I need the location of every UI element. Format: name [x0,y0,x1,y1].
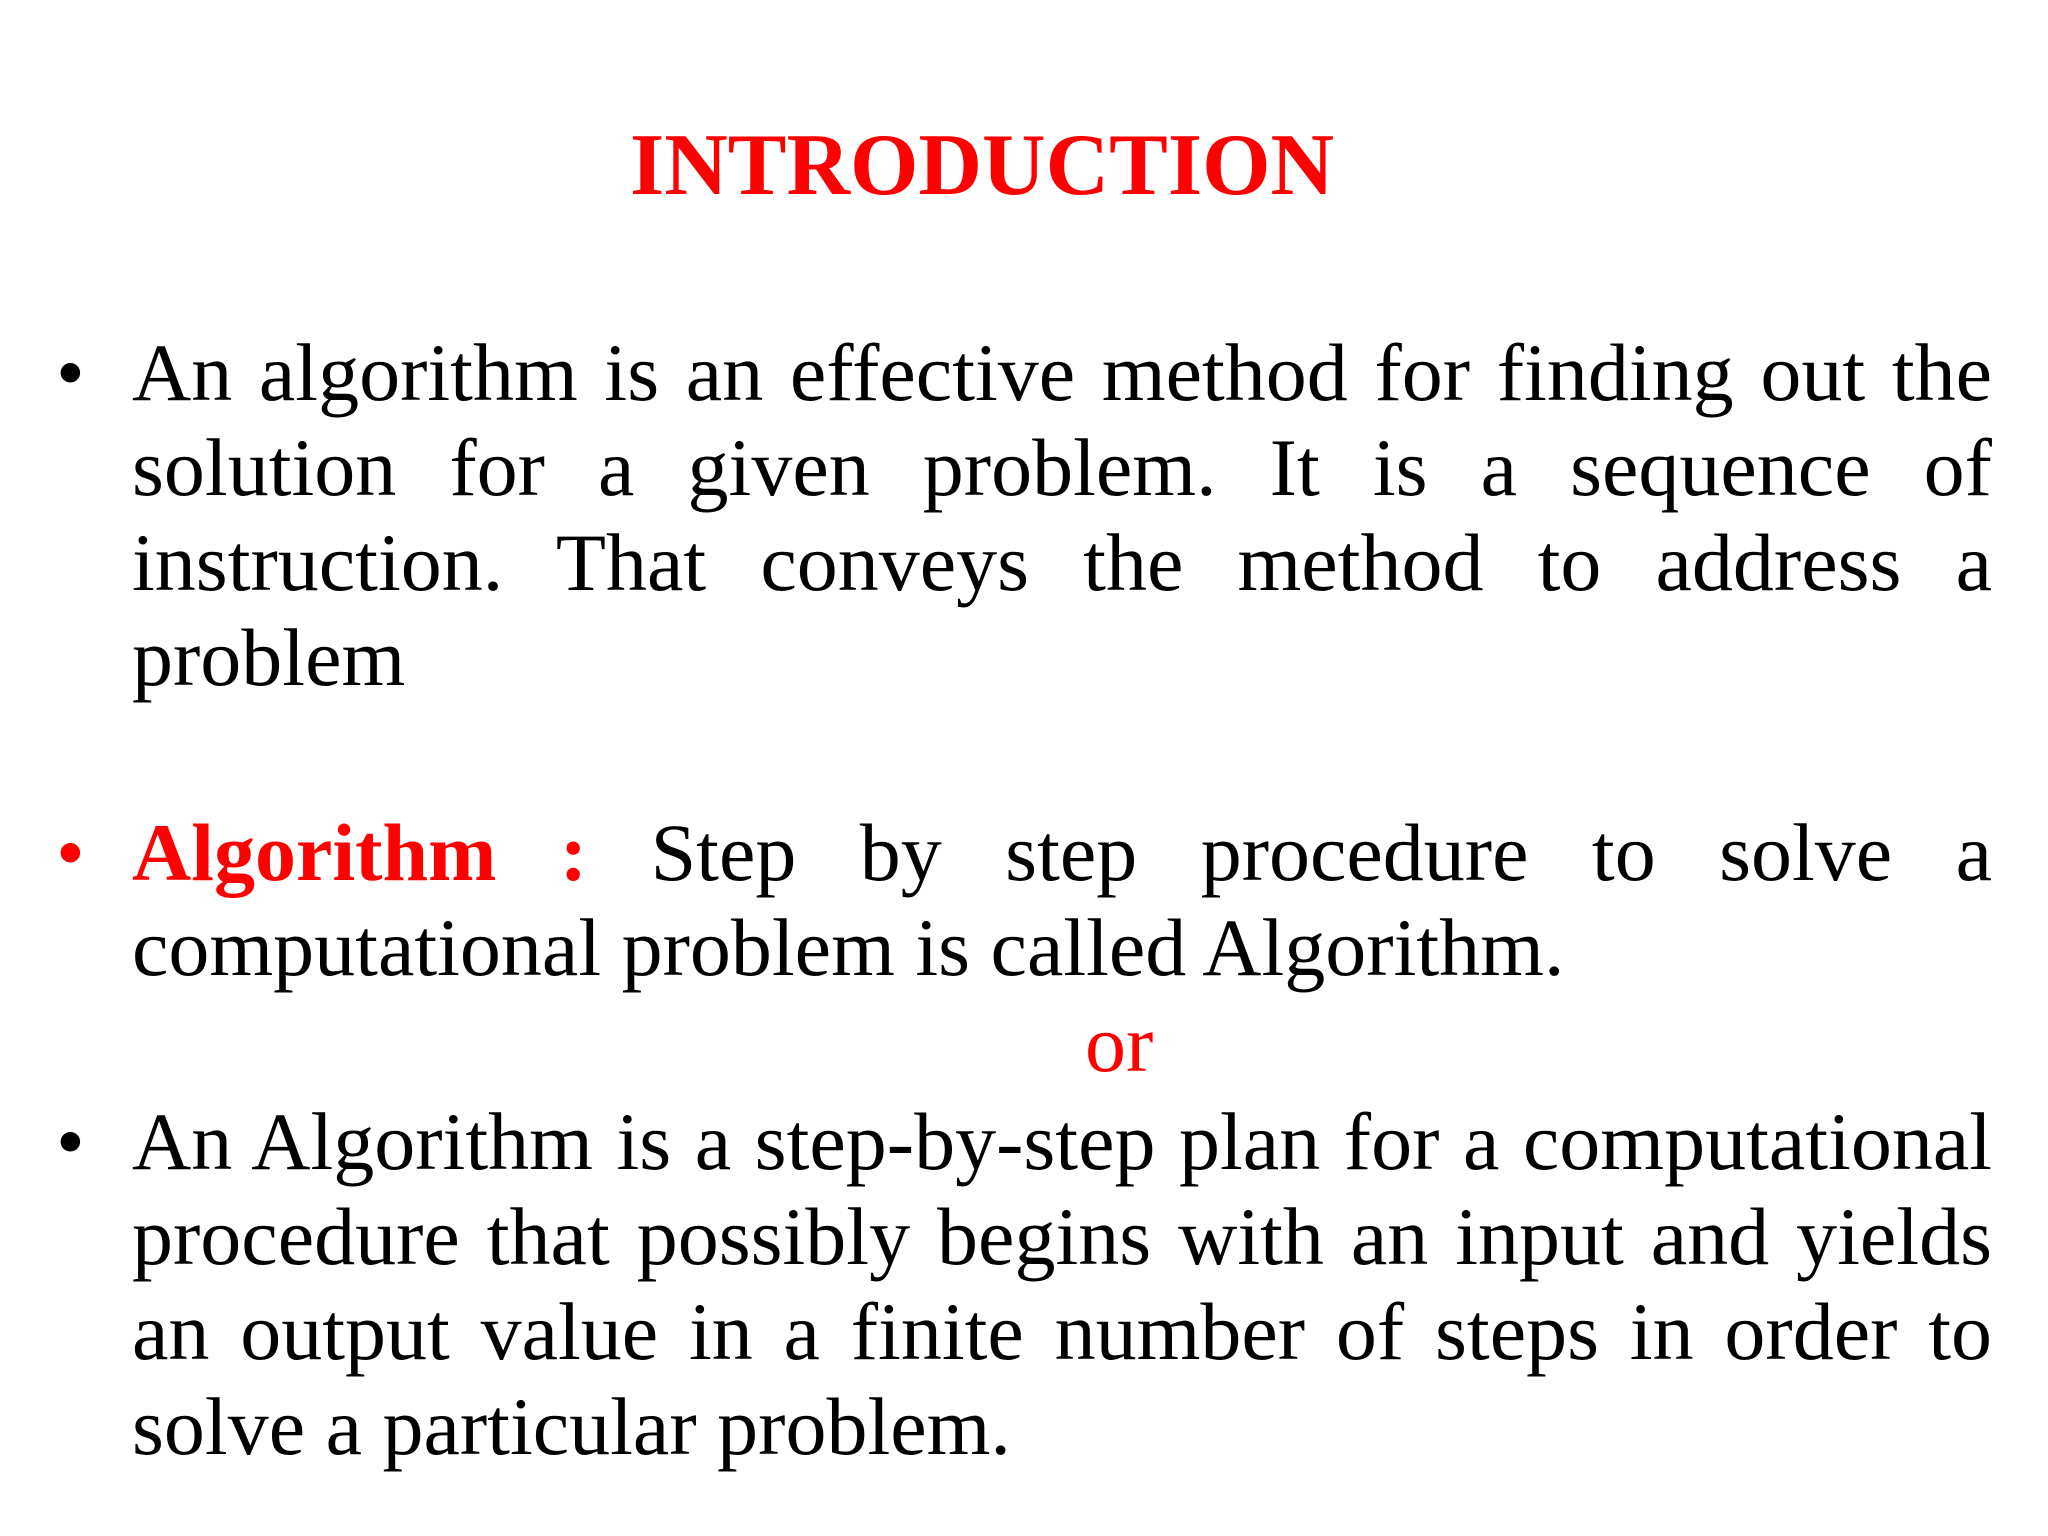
bullet-text: An algorithm is an effective method for finding out the solution for a given problem. It is a sequence of instruction. That conveys the method to address a problem [132,327,1992,703]
bullet-item-algorithm-plan [56,1094,1992,1474]
or-separator: or [1085,998,1154,1089]
bullet-item-algorithm-definition [56,325,1992,705]
bullet-marker: • [56,1096,85,1187]
bullet-text: An Algorithm is a step-by-step plan for a computational procedure that possibly begins with an input and yields an output value in a finite number of steps in order to solve a particular problem. [132,1096,1992,1472]
bullet-text: Step by step procedure to solve a computational problem is called Algorithm. [132,807,1993,993]
bullet-marker: • [56,807,85,898]
bullet-item-algorithm-term [56,805,1993,995]
slide-title: INTRODUCTION [630,117,1335,214]
term-separator: : [559,807,588,898]
term-label: Algorithm [132,807,497,898]
bullet-marker: • [56,327,85,418]
